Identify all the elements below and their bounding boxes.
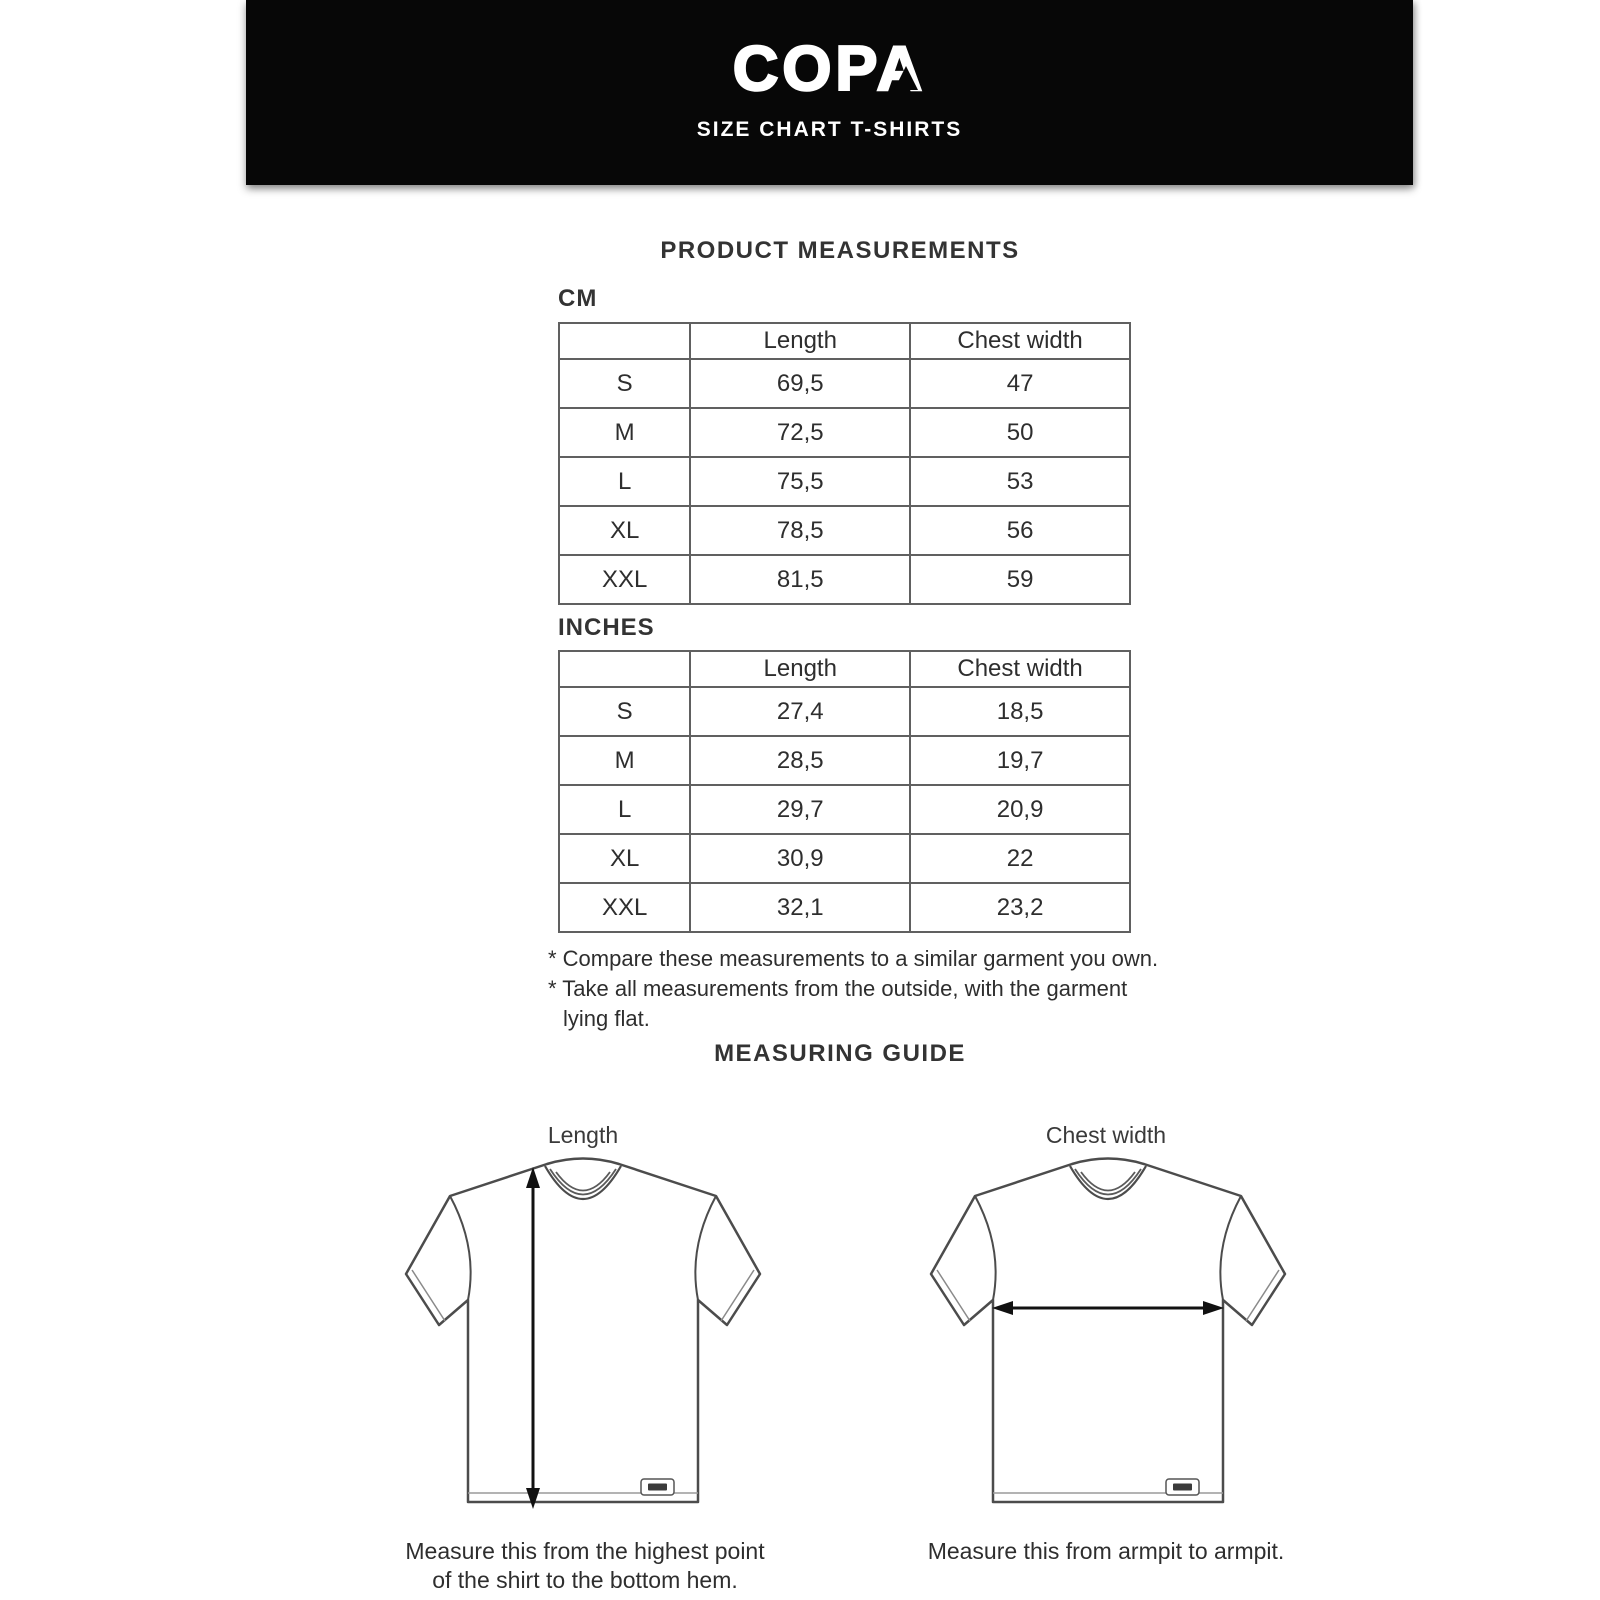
table-header-row [559, 651, 1130, 687]
chest-width-caption [891, 1537, 1321, 1566]
tshirt-length-diagram [400, 1148, 766, 1520]
length-caption [370, 1537, 800, 1595]
tshirt-chest-width-diagram [925, 1148, 1291, 1520]
size-cell: XL [559, 506, 690, 555]
value-cell: 53 [910, 457, 1130, 506]
value-cell: 22 [910, 834, 1130, 883]
footnotes [548, 944, 1228, 1034]
inches-size-table [558, 650, 1131, 933]
header-banner [246, 0, 1413, 185]
value-cell: 72,5 [690, 408, 910, 457]
table-row [559, 506, 1130, 555]
value-cell: 18,5 [910, 687, 1130, 736]
value-cell: 29,7 [690, 785, 910, 834]
value-cell: 32,1 [690, 883, 910, 932]
copa-logo [732, 34, 927, 104]
table-row [559, 834, 1130, 883]
size-cell: XXL [559, 555, 690, 604]
table-row [559, 457, 1130, 506]
table-row [559, 687, 1130, 736]
footnote-line: lying flat. [563, 1006, 650, 1031]
value-cell: 47 [910, 359, 1130, 408]
caption-line: Measure this from the highest point [405, 1538, 765, 1564]
product-measurements-title: PRODUCT MEASUREMENTS [660, 237, 1020, 264]
cm-size-table [558, 322, 1131, 605]
size-cell: L [559, 785, 690, 834]
value-cell: 30,9 [690, 834, 910, 883]
brand-tag-icon [641, 1479, 674, 1495]
brand-tag-icon [1166, 1479, 1199, 1495]
length-diagram-label: Length [547, 1122, 619, 1148]
table-row [559, 785, 1130, 834]
size-cell: L [559, 457, 690, 506]
chest-width-diagram-label: Chest width [1045, 1122, 1167, 1148]
caption-line: Measure this from armpit to armpit. [927, 1538, 1285, 1564]
value-cell: 28,5 [690, 736, 910, 785]
size-cell: S [559, 359, 690, 408]
table-row [559, 555, 1130, 604]
column-header [559, 651, 690, 687]
column-header: Length [690, 651, 910, 687]
cm-label: CM [558, 285, 598, 312]
logo-a-notch-triangle-icon [894, 66, 918, 90]
value-cell: 69,5 [690, 359, 910, 408]
value-cell: 59 [910, 555, 1130, 604]
tshirt-outline-icon [406, 1159, 760, 1503]
footnote-line: * Compare these measurements to a similar garment you own. [548, 946, 1159, 971]
tshirt-outline-icon [931, 1159, 1285, 1503]
size-cell: M [559, 736, 690, 785]
measuring-guide-title: MEASURING GUIDE [714, 1040, 966, 1067]
value-cell: 78,5 [690, 506, 910, 555]
table-header-row [559, 323, 1130, 359]
size-cell: XXL [559, 883, 690, 932]
size-cell: M [559, 408, 690, 457]
value-cell: 19,7 [910, 736, 1130, 785]
column-header: Chest width [910, 323, 1130, 359]
caption-line: of the shirt to the bottom hem. [432, 1567, 738, 1593]
value-cell: 75,5 [690, 457, 910, 506]
value-cell: 23,2 [910, 883, 1130, 932]
value-cell: 27,4 [690, 687, 910, 736]
banner-subtitle: SIZE CHART T-SHIRTS [696, 118, 963, 141]
value-cell: 81,5 [690, 555, 910, 604]
column-header: Length [690, 323, 910, 359]
value-cell: 56 [910, 506, 1130, 555]
column-header: Chest width [910, 651, 1130, 687]
table-row [559, 883, 1130, 932]
copa-logo-text: COPA [732, 34, 927, 104]
table-row [559, 736, 1130, 785]
table-row [559, 359, 1130, 408]
table-row [559, 408, 1130, 457]
column-header [559, 323, 690, 359]
value-cell: 20,9 [910, 785, 1130, 834]
footnote-line: * Take all measurements from the outside, with the garment [548, 976, 1128, 1001]
value-cell: 50 [910, 408, 1130, 457]
size-cell: S [559, 687, 690, 736]
size-cell: XL [559, 834, 690, 883]
inches-label: INCHES [558, 614, 655, 641]
